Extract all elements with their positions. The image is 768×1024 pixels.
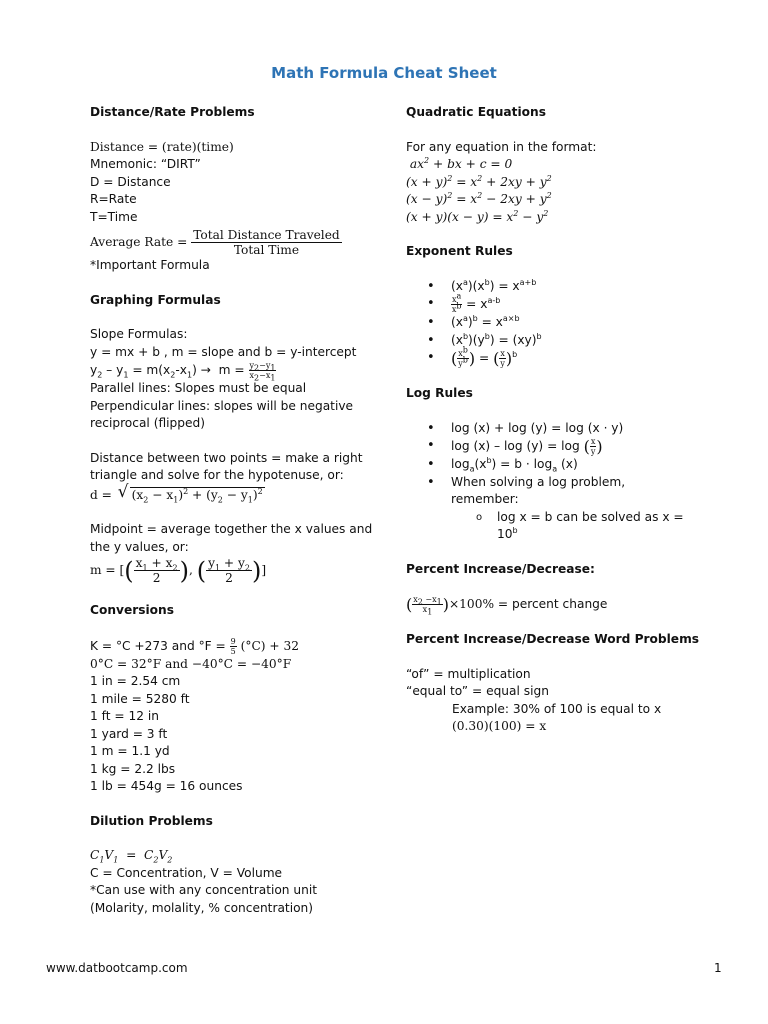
log-power-rule: • $\log_a(x^b) = b \cdot \log_a (x)$	[406, 456, 706, 474]
log-solve-tip	[406, 474, 706, 509]
average-rate-fraction	[191, 228, 342, 257]
log-solve-line2: remember:	[451, 492, 519, 506]
word-problem-calculation: (0.30)(100) = x	[452, 719, 547, 733]
conversion-mile: 1 mile = 5280 ft	[90, 691, 190, 706]
square-of-difference: $(x - y)^2 = x^2 - 2xy + y^2$	[406, 190, 552, 206]
exponent-power-rule: • $(x^a)^b = x^{a\times b}$	[406, 314, 706, 332]
heading-dilution: Dilution Problems	[90, 813, 213, 828]
percent-change-label: = percent change	[497, 597, 608, 611]
footer-website: www.datbootcamp.com	[46, 961, 188, 975]
average-rate-numerator: Total Distance Traveled	[193, 228, 340, 242]
t-definition: T=Time	[90, 209, 138, 224]
of-multiplication: “of” = multiplication	[406, 666, 531, 681]
conversion-yard: 1 yard = 3 ft	[90, 726, 168, 741]
dilution-note-line2: (Molarity, molality, % concentration)	[90, 900, 314, 915]
distance-formula-sqrt: d = √ $(x_2 - x_1)^2 + (y_2 - y_1)^2$	[90, 487, 380, 505]
conversion-pound: 1 lb = 454g = 16 ounces	[90, 779, 243, 793]
word-problem-example: Example: 30% of 100 is equal to x	[452, 701, 662, 716]
slope-title: Slope Formulas:	[90, 327, 188, 341]
heading-quadratic: Quadratic Equations	[406, 105, 546, 119]
d-definition: D = Distance	[90, 174, 171, 189]
quadratic-intro: For any equation in the format:	[406, 139, 597, 154]
quadratic-standard-form: $ax^2$ + bx + c = 0	[406, 155, 513, 171]
midpoint-line1: Midpoint = average together the x values and	[90, 522, 373, 536]
log-solve-subitem: o log x = b can be solved as x = $10^b$	[406, 509, 706, 544]
log-rules-list	[406, 420, 706, 509]
conversion-foot: 1 ft = 12 in	[90, 709, 159, 723]
distance-formula: Distance = (rate)(time)	[90, 139, 234, 154]
log-solve-sub-line1: log x = b can be solved as x =	[497, 509, 684, 524]
heading-word-problems: Percent Increase/Decrease Word Problems	[406, 632, 700, 646]
distance-points-line1: Distance between two points = make a right	[90, 450, 363, 465]
perpendicular-rule-line1: Perpendicular lines: slopes will be negative	[90, 398, 354, 413]
exponent-quotient-rule: • $\frac{x^a}{x^b}$ = $x^{a-b}$	[406, 295, 706, 314]
exponent-product-power-rule: • $(x^b)(y^b) = (xy)^b$	[406, 332, 706, 350]
square-of-sum: $(x + y)^2 = x^2 + 2xy + y^2$	[406, 173, 552, 189]
left-column	[90, 104, 380, 917]
average-rate-formula	[90, 228, 380, 257]
temperature-conversion: K = °C +273 and °F = $\frac{9}{5}$ (°C) + 32	[90, 636, 300, 656]
exponent-product-rule: • $(x^a)(x^b) = x^{a+b}$	[406, 278, 706, 296]
heading-distance-rate: Distance/Rate Problems	[90, 105, 255, 119]
conversion-inch: 1 in = 2.54 cm	[90, 674, 181, 688]
right-column	[406, 104, 706, 736]
heading-log: Log Rules	[406, 386, 473, 400]
conversion-meter: 1 m = 1.1 yd	[90, 744, 170, 758]
page-number: 1	[714, 961, 722, 975]
average-rate-denominator: Total Time	[233, 243, 300, 257]
dilution-formula: $C_1V_1 = C_2V_2$	[90, 848, 173, 865]
log-solve-sub-line2: 10	[497, 527, 513, 541]
exponent-quotient-power-rule: • ( $\frac{x^b}{y^b}$ ) = ( $\frac{x}{y}$ )$^b$	[406, 349, 706, 368]
midpoint-formula: m = [( $\frac{x_1 + x_2}{2}$ ), ( $\frac{y_1 + y_2}{2}$ )]	[90, 556, 267, 585]
slope-intercept-line: y = mx + b , m = slope and b = y-intercept	[90, 344, 357, 359]
heading-graphing: Graphing Formulas	[90, 292, 221, 307]
midpoint-line2: the y values, or:	[90, 539, 189, 554]
heading-conversions: Conversions	[90, 603, 174, 617]
distance-points-line2: triangle and solve for the hypotenuse, or:	[90, 468, 344, 482]
percent-change-formula: ( $\frac{x_2 -x_1}{x_1}$ )×100% = percent change	[406, 594, 608, 617]
average-rate-label: Average Rate =	[90, 235, 188, 249]
slope-formula-line: $y_2 - y_1 = m(x_2-x_1) \to m$ = $\frac{y_2-y_1}{x_2-x_1}$	[90, 361, 276, 383]
heading-percent: Percent Increase/Decrease:	[406, 561, 595, 576]
perpendicular-rule-line2: reciprocal (flipped)	[90, 416, 205, 430]
important-note: *Important Formula	[90, 258, 210, 272]
log-quotient-rule: • log (x) – log (y) = log ( $\frac{x}{y}$ )	[406, 437, 706, 456]
r-definition: R=Rate	[90, 192, 137, 206]
page-title: Math Formula Cheat Sheet	[271, 64, 497, 82]
log-product-rule: • log (x) + log (y) = log (x · y)	[406, 420, 706, 438]
parallel-lines-rule: Parallel lines: Slopes must be equal	[90, 381, 307, 395]
mnemonic-line: Mnemonic: “DIRT”	[90, 157, 201, 171]
temperature-equivalents: 0°C = 32°F and −40°C = −40°F	[90, 656, 292, 671]
dilution-note-line1: *Can use with any concentration unit	[90, 883, 318, 897]
dilution-definitions: C = Concentration, V = Volume	[90, 865, 283, 880]
exponent-rules-list	[406, 278, 706, 369]
difference-of-squares: $(x + y)(x - y) = x^2 - y^2$	[406, 208, 549, 224]
conversion-kilogram: 1 kg = 2.2 lbs	[90, 761, 176, 776]
heading-exponent: Exponent Rules	[406, 244, 513, 258]
equal-to-sign: “equal to” = equal sign	[406, 684, 549, 698]
log-solve-line1: When solving a log problem,	[451, 474, 626, 489]
